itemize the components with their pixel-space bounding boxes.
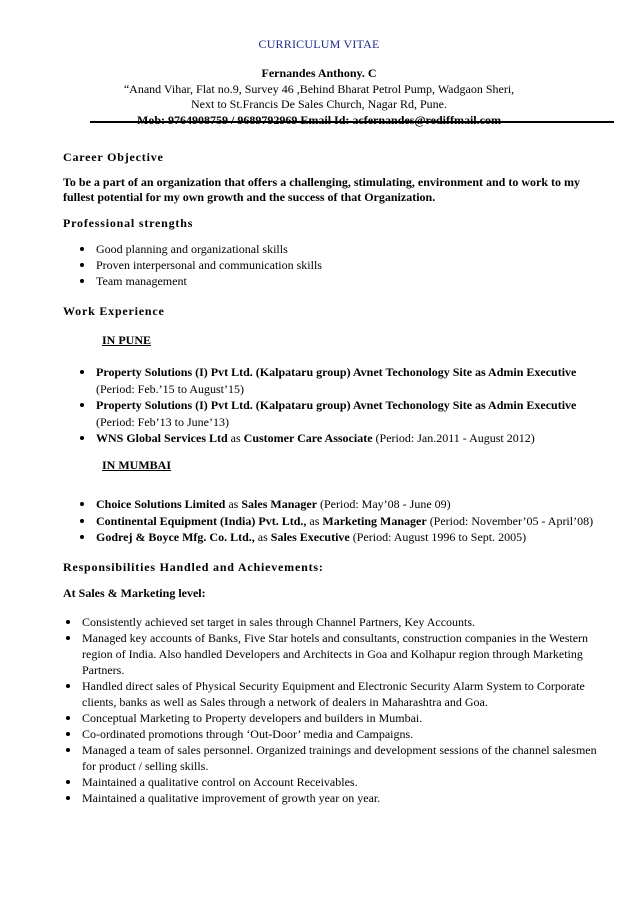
mumbai-jobs-list <box>74 496 614 546</box>
career-objective-text: To be a part of an organization that offers a challenging, stimulating, environment and to work to my fullest potential for my own growth and the success of that Organization. <box>63 175 581 204</box>
job-period: (Period: November’05 - April’08) <box>426 513 594 528</box>
list-item: Managed key accounts of Banks, Five Star hotels and consultants, construction companies in the Western region of India. Also handled Developers and Architects in Goa and Kolhapur region through Marketing Partners. <box>60 630 600 678</box>
job-company: Property Solutions (I) Pvt Ltd. (Kalpataru group) Avnet Techonology Site as Admin Executive <box>96 365 577 379</box>
responsibilities-heading: Responsibilities Handled and Achievements: <box>63 560 324 574</box>
work-experience-heading: Work Experience <box>63 304 165 318</box>
list-item: Maintained a qualitative improvement of growth year on year. <box>60 790 600 806</box>
list-item: Maintained a qualitative control on Account Receivables. <box>60 774 600 790</box>
pune-label: IN PUNE <box>102 333 152 347</box>
list-item: Handled direct sales of Physical Security Equipment and Electronic Security Alarm System to Corporate clients, banks as well as Sales through a network of dealers in Maharashtra and Goa. <box>60 678 600 710</box>
job-period: (Period: Jan.2011 - August 2012) <box>372 431 535 445</box>
contact-header <box>0 66 638 128</box>
job-period: (Period: May’08 - June 09) <box>317 497 451 511</box>
job-as: as <box>306 513 323 528</box>
job-as: as <box>254 530 271 544</box>
job-period: (Period: Feb.’15 to August’15) <box>96 381 244 396</box>
strengths-list <box>74 241 322 289</box>
job-period: (Period: August 1996 to Sept. 2005) <box>349 530 527 544</box>
pune-jobs-list <box>74 364 614 447</box>
job-company: Property Solutions (I) Pvt Ltd. (Kalpataru group) Avnet Techonology Site as Admin Executive <box>96 398 577 412</box>
job-company: Choice Solutions Limited <box>96 497 226 511</box>
address-line-1: “Anand Vihar, Flat no.9, Survey 46 ,Behind Bharat Petrol Pump, Wadgaon Sheri, <box>123 81 515 96</box>
job-item <box>74 430 614 447</box>
job-company: Continental Equipment (India) Pvt. Ltd., <box>96 513 307 528</box>
candidate-name: Fernandes Anthony. C <box>261 66 377 80</box>
address-line-2: Next to St.Francis De Sales Church, Nagar Rd, Pune. <box>191 97 447 111</box>
sales-marketing-subheading: At Sales & Marketing level: <box>63 586 206 600</box>
contact-line: Mob: 9764908759 / 9689792969 Email Id: acfernandes@rediffmail.com <box>137 112 501 127</box>
list-item: Consistently achieved set target in sales through Channel Partners, Key Accounts. <box>60 614 600 630</box>
job-item <box>74 496 614 513</box>
professional-strengths-heading: Professional strengths <box>63 216 194 230</box>
job-role: Sales Executive <box>270 530 350 544</box>
job-as: as <box>225 497 242 511</box>
career-objective-heading: Career Objective <box>63 150 164 164</box>
job-item <box>74 513 614 530</box>
mumbai-label: IN MUMBAI <box>102 458 171 472</box>
job-item <box>74 529 614 546</box>
job-company: Godrej & Boyce Mfg. Co. Ltd., <box>96 530 255 544</box>
list-item: Conceptual Marketing to Property developers and builders in Mumbai. <box>60 710 600 726</box>
job-item <box>74 364 614 397</box>
job-item <box>74 397 614 430</box>
responsibilities-list <box>60 614 600 806</box>
list-item: Managed a team of sales personnel. Organized trainings and development sessions of the channel salesmen for product / selling skills. <box>60 742 600 774</box>
list-item: Proven interpersonal and communication skills <box>74 257 322 273</box>
job-role: Customer Care Associate <box>243 431 373 445</box>
job-as: as <box>227 431 244 445</box>
job-period: (Period: Feb’13 to June’13) <box>96 414 229 429</box>
document-title: CURRICULUM VITAE <box>258 37 380 51</box>
list-item: Team management <box>74 273 322 289</box>
header-divider <box>90 121 614 123</box>
list-item: Co-ordinated promotions through ‘Out-Door’ media and Campaigns. <box>60 726 600 742</box>
list-item: Good planning and organizational skills <box>74 241 322 257</box>
job-company: WNS Global Services Ltd <box>96 431 228 445</box>
job-role: Sales Manager <box>241 497 318 511</box>
job-role: Marketing Manager <box>322 513 427 528</box>
